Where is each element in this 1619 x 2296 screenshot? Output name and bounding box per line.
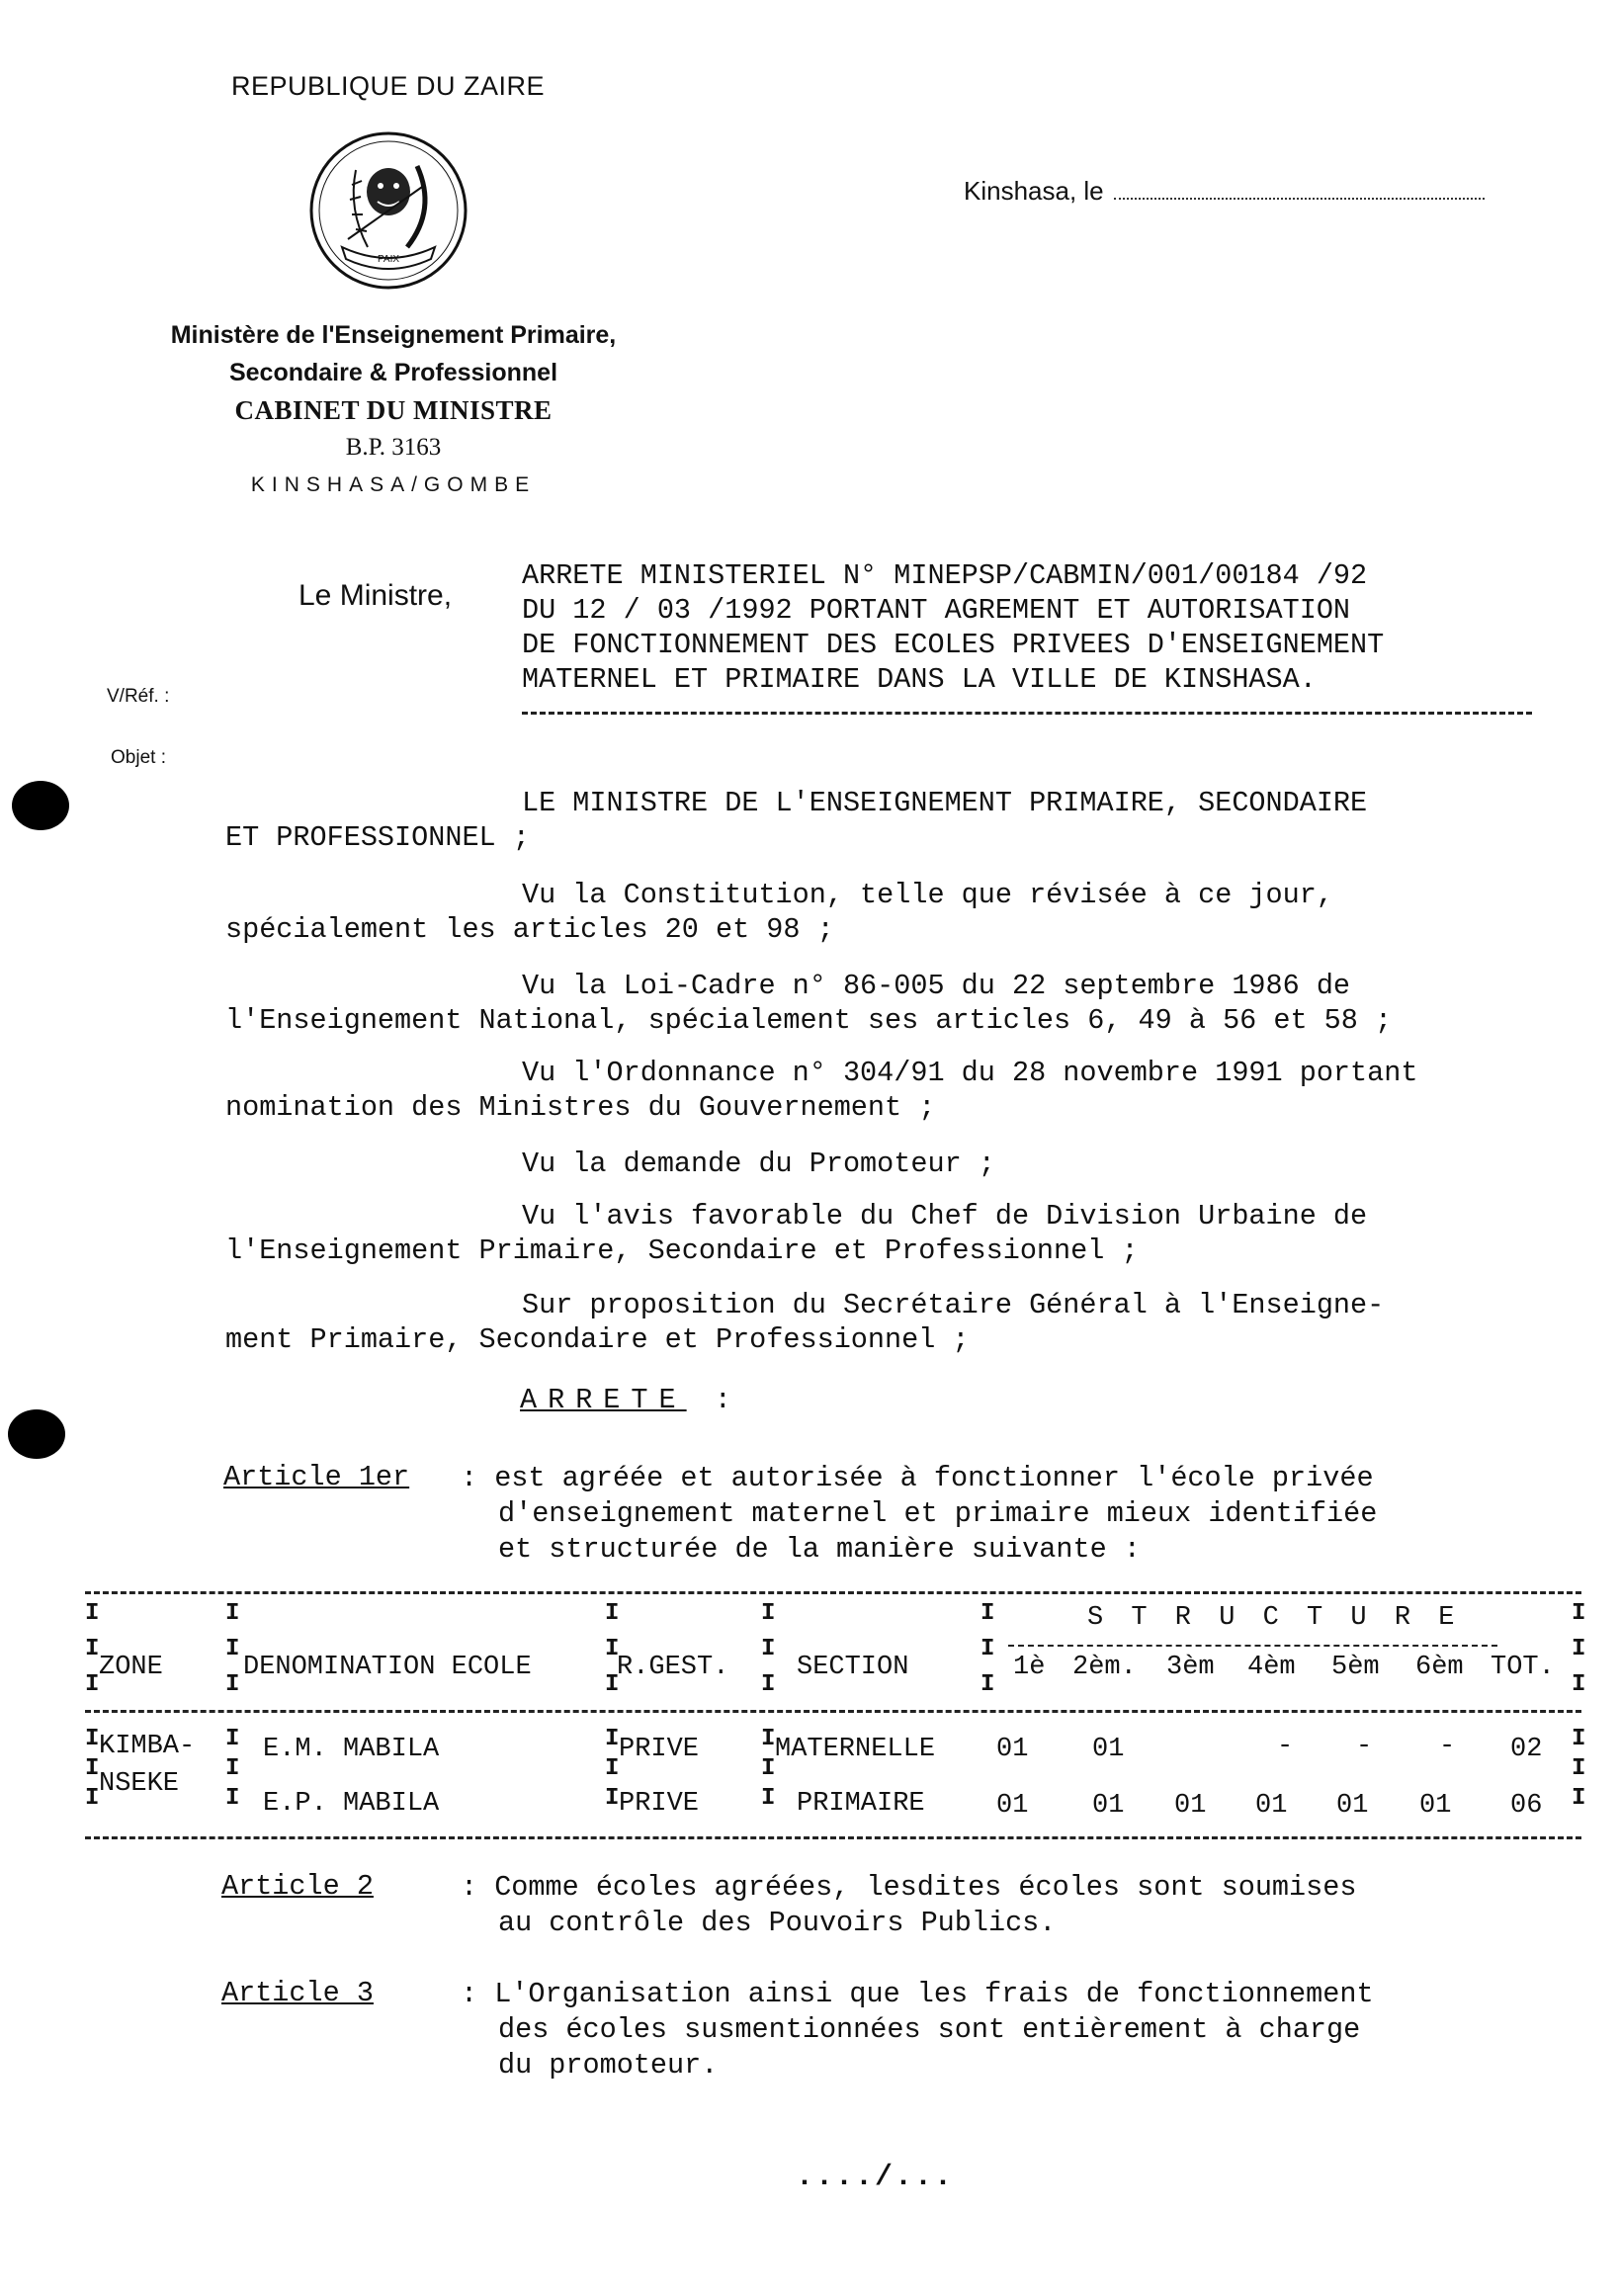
th-year-5: 5èm: [1331, 1653, 1380, 1682]
row-1-year-4: -: [1277, 1732, 1294, 1761]
row-1-year-5: -: [1356, 1732, 1373, 1761]
title-divider: [522, 712, 1532, 715]
zone-line-2: NSEKE: [99, 1769, 180, 1799]
th-year-6: 6èm: [1415, 1653, 1464, 1682]
col-sep-4: I I I: [980, 1600, 995, 1698]
vref-label: V/Réf. :: [107, 686, 170, 707]
structure-subrule: [1008, 1645, 1497, 1647]
th-year-1: 1è: [1013, 1653, 1046, 1682]
po-box: B.P. 3163: [345, 434, 442, 461]
article-2-label: Article 2: [221, 1870, 374, 1903]
table-header-rule: [85, 1710, 1581, 1713]
row-2-year-6: 01: [1419, 1791, 1452, 1821]
article-2-line-1: : Comme écoles agréées, lesdites écoles sont soumises: [461, 1871, 1357, 1904]
title-line-3: DE FONCTIONNEMENT DES ECOLES PRIVEES D'ENSEIGNEMENT: [522, 629, 1385, 661]
preamble-2-line-1: Vu la Constitution, telle que révisée à ce jour,: [522, 879, 1333, 911]
article-1-line-2: d'enseignement maternel et primaire mieux identifiée: [498, 1497, 1378, 1530]
row-1-section: MATERNELLE: [775, 1735, 936, 1764]
preamble-6-line-1: Vu l'avis favorable du Chef de Division Urbaine de: [522, 1200, 1368, 1233]
zone-line-1: KIMBA-: [99, 1732, 196, 1761]
article-3-label: Article 3: [221, 1977, 374, 2009]
col-sep-0: I I I: [85, 1600, 100, 1698]
preamble-3-line-2: l'Enseignement National, spécialement ses articles 6, 49 à 56 et 58 ;: [225, 1004, 1393, 1037]
structure-label: S T R U C T U R E: [1087, 1603, 1461, 1633]
row-2-year-4: 01: [1255, 1791, 1288, 1821]
row-2-year-3: 01: [1174, 1791, 1207, 1821]
preamble-3-line-1: Vu la Loi-Cadre n° 86-005 du 22 septembre 1986 de: [522, 970, 1351, 1002]
row-2-year-2: 01: [1092, 1791, 1125, 1821]
row-1-year-2: 01: [1092, 1735, 1125, 1764]
col-sep-2: I I I: [605, 1600, 620, 1698]
preamble-1-line-1: LE MINISTRE DE L'ENSEIGNEMENT PRIMAIRE, SECONDAIRE: [522, 787, 1368, 819]
row-2-section: PRIMAIRE: [797, 1789, 925, 1819]
th-year-2: 2èm.: [1072, 1653, 1137, 1682]
row-sep-end: I I I: [1572, 1726, 1586, 1812]
preamble-4-line-1: Vu l'Ordonnance n° 304/91 du 28 novembre 1991 portant: [522, 1057, 1418, 1089]
row-1-gestion: PRIVE: [619, 1735, 700, 1764]
ministry-header: [127, 316, 660, 504]
article-2-line-2: au contrôle des Pouvoirs Publics.: [498, 1907, 1057, 1939]
title-line-2: DU 12 / 03 /1992 PORTANT AGREMENT ET AUTORISATION: [522, 594, 1351, 627]
preamble-2-line-2: spécialement les articles 20 et 98 ;: [225, 913, 834, 946]
ministry-line-1: Ministère de l'Enseignement Primaire,: [170, 321, 617, 349]
le-ministre-label: Le Ministre,: [298, 579, 453, 612]
preamble-1-line-2: ET PROFESSIONNEL ;: [225, 821, 530, 854]
table-top-rule: [85, 1591, 1581, 1594]
arrete-word: ARRETE: [520, 1384, 687, 1416]
row-2-total: 06: [1510, 1791, 1543, 1821]
coat-of-arms-seal: [308, 130, 469, 291]
col-sep-1: I I I: [225, 1600, 240, 1698]
arrete-colon: :: [714, 1384, 742, 1416]
decree-title: [522, 558, 1384, 697]
cabinet-line: CABINET DU MINISTRE: [234, 395, 553, 425]
article-3-line-1: : L'Organisation ainsi que les frais de fonctionnement: [461, 1978, 1374, 2010]
svg-text:PAIX: PAIX: [377, 254, 400, 265]
date-blank: [1114, 176, 1485, 200]
col-sep-3: I I I: [761, 1600, 776, 1698]
article-1-line-3: et structurée de la manière suivante :: [498, 1533, 1141, 1566]
row-1-total: 02: [1510, 1735, 1543, 1764]
article-1-label: Article 1er: [223, 1461, 410, 1493]
th-denomination: DENOMINATION ECOLE: [243, 1653, 532, 1682]
col-sep-end: I I I: [1572, 1600, 1586, 1698]
th-zone: ZONE: [99, 1653, 163, 1682]
continuation-marker: ..../...: [796, 2161, 955, 2194]
arrete-heading: [520, 1384, 742, 1416]
article-1-line-1: : est agréée et autorisée à fonctionner l'école privée: [461, 1462, 1374, 1494]
row-sep-3: I I I: [761, 1726, 776, 1812]
title-line-1: ARRETE MINISTERIEL N° MINEPSP/CABMIN/001/00184 /92: [522, 559, 1368, 592]
row-sep-1: I I I: [225, 1726, 240, 1812]
article-3-line-2: des écoles susmentionnées sont entièrement à charge: [498, 2013, 1361, 2046]
row-2-denomination: E.P. MABILA: [263, 1789, 440, 1819]
preamble-4-line-2: nomination des Ministres du Gouvernement ;: [225, 1091, 936, 1124]
row-2-year-1: 01: [996, 1791, 1029, 1821]
city-line: KINSHASA/GOMBE: [250, 473, 537, 496]
objet-label: Objet :: [111, 747, 166, 768]
th-year-4: 4èm: [1247, 1653, 1296, 1682]
preamble-6-line-2: l'Enseignement Primaire, Secondaire et Professionnel ;: [225, 1234, 1139, 1267]
preamble-7-line-2: ment Primaire, Secondaire et Professionnel ;: [225, 1323, 970, 1356]
preamble-7-line-1: Sur proposition du Secrétaire Général à l'Enseigne-: [522, 1289, 1385, 1321]
th-total: TOT.: [1491, 1653, 1555, 1682]
row-1-year-6: -: [1439, 1732, 1456, 1761]
row-1-denomination: E.M. MABILA: [263, 1735, 440, 1764]
republic-heading: REPUBLIQUE DU ZAIRE: [231, 71, 546, 101]
row-1-year-1: 01: [996, 1735, 1029, 1764]
punch-hole-top: [12, 781, 69, 830]
th-section: SECTION: [797, 1653, 909, 1682]
row-sep-0: I I I: [85, 1726, 100, 1812]
row-2-gestion: PRIVE: [619, 1789, 700, 1819]
article-3-line-3: du promoteur.: [498, 2049, 719, 2082]
th-year-3: 3èm: [1166, 1653, 1215, 1682]
row-sep-2: I I I: [605, 1726, 620, 1812]
place-date-line: [964, 176, 1485, 207]
table-bottom-rule: [85, 1836, 1581, 1839]
ministry-line-2: Secondaire & Professionnel: [228, 359, 558, 386]
title-line-4: MATERNEL ET PRIMAIRE DANS LA VILLE DE KINSHASA.: [522, 663, 1317, 696]
preamble-5-line-1: Vu la demande du Promoteur ;: [522, 1148, 995, 1180]
row-2-year-5: 01: [1336, 1791, 1369, 1821]
punch-hole-bottom: [8, 1409, 65, 1459]
place-date-label: Kinshasa, le: [964, 176, 1104, 206]
th-gestion: R.GEST.: [617, 1653, 729, 1682]
